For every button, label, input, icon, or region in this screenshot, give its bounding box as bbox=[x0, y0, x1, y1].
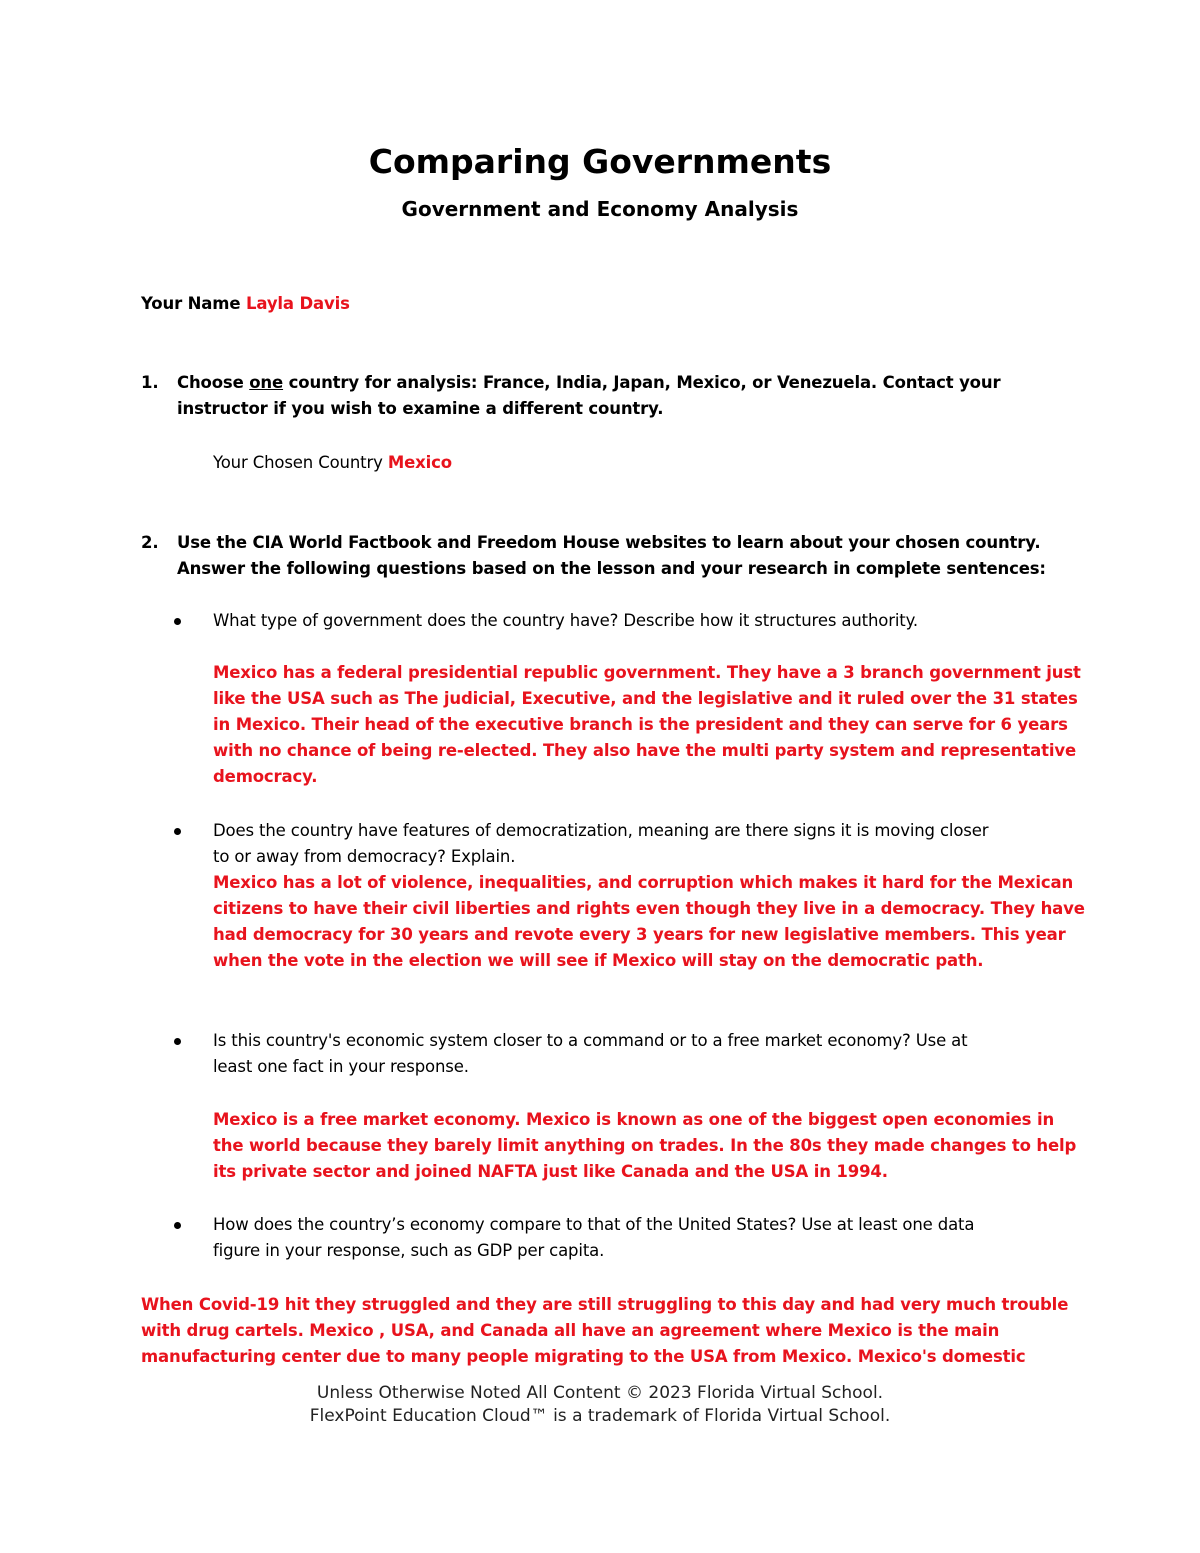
bullet-question-line: least one fact in your response. bbox=[213, 1057, 469, 1076]
bullet-question-line: figure in your response, such as GDP per capita. bbox=[213, 1241, 605, 1260]
bullet-question-line: to or away from democracy? Explain. bbox=[213, 847, 516, 866]
country-value: Mexico bbox=[387, 453, 452, 472]
name-row bbox=[141, 294, 350, 313]
q2-prompt-line: Use the CIA World Factbook and Freedom House websites to learn about your chosen country. bbox=[177, 533, 1041, 552]
page-subtitle: Government and Economy Analysis bbox=[401, 197, 799, 221]
q1-prompt-line1 bbox=[177, 373, 1000, 392]
q2-prompt-line: Answer the following questions based on the lesson and your research in complete sentences: bbox=[177, 559, 1046, 578]
bullet-icon bbox=[174, 828, 181, 835]
name-value: Layla Davis bbox=[245, 294, 350, 313]
footer-trademark: FlexPoint Education Cloud™ is a trademark of Florida Virtual School. bbox=[309, 1406, 891, 1426]
answer-line: Mexico has a lot of violence, inequalities, and corruption which makes it hard for the Mexican bbox=[213, 873, 1074, 892]
q1-number: 1. bbox=[141, 373, 159, 392]
bullet-icon bbox=[174, 1038, 181, 1045]
answer-line: democracy. bbox=[213, 767, 318, 786]
country-label: Your Chosen Country bbox=[213, 453, 383, 472]
q1-prompt-line2: instructor if you wish to examine a different country. bbox=[177, 399, 664, 418]
answer-line: had democracy for 30 years and revote every 3 years for new legislative members. This year bbox=[213, 925, 1066, 944]
bullet-question-line: Is this country's economic system closer to a command or to a free market economy? Use at bbox=[213, 1031, 968, 1050]
answer-line: in Mexico. Their head of the executive branch is the president and they can serve for 6 years bbox=[213, 715, 1068, 734]
q1-prompt-rest: country for analysis: France, India, Japan, Mexico, or Venezuela. Contact your bbox=[283, 373, 1001, 392]
answer-line: Mexico has a federal presidential republic government. They have a 3 branch government just bbox=[213, 663, 1081, 682]
page-title: Comparing Governments bbox=[368, 142, 832, 181]
bullet-question-line: Does the country have features of democratization, meaning are there signs it is moving closer bbox=[213, 821, 989, 840]
q2-number: 2. bbox=[141, 533, 159, 552]
answer-line: its private sector and joined NAFTA just like Canada and the USA in 1994. bbox=[213, 1162, 888, 1181]
bullet-question-line: What type of government does the country have? Describe how it structures authority. bbox=[213, 611, 918, 630]
answer-line: the world because they barely limit anything on trades. In the 80s they made changes to help bbox=[213, 1136, 1077, 1155]
bullet-icon bbox=[174, 618, 181, 625]
answer-line: citizens to have their civil liberties and rights even though they live in a democracy. They have bbox=[213, 899, 1085, 918]
answer-line: with no chance of being re-elected. They also have the multi party system and representative bbox=[213, 741, 1077, 760]
final-answer-line: with drug cartels. Mexico , USA, and Canada all have an agreement where Mexico is the main bbox=[141, 1321, 1000, 1340]
footer-copyright: Unless Otherwise Noted All Content © 2023 Florida Virtual School. bbox=[316, 1383, 884, 1403]
bullet-icon bbox=[174, 1222, 181, 1229]
final-answer-line: manufacturing center due to many people migrating to the USA from Mexico. Mexico's domestic bbox=[141, 1347, 1026, 1366]
final-answer-line: When Covid-19 hit they struggled and they are still struggling to this day and had very much trouble bbox=[141, 1295, 1069, 1314]
answer-line: Mexico is a free market economy. Mexico is known as one of the biggest open economies in bbox=[213, 1110, 1055, 1129]
bullet-question-line: How does the country’s economy compare to that of the United States? Use at least one data bbox=[213, 1215, 975, 1234]
name-label: Your Name bbox=[141, 294, 241, 313]
q1-prompt-underlined: one bbox=[249, 373, 284, 392]
country-row bbox=[213, 453, 452, 472]
answer-line: like the USA such as The judicial, Executive, and the legislative and it ruled over the 31 states bbox=[213, 689, 1078, 708]
answer-line: when the vote in the election we will see if Mexico will stay on the democratic path. bbox=[213, 951, 984, 970]
q1-prompt-pre: Choose bbox=[177, 373, 250, 392]
